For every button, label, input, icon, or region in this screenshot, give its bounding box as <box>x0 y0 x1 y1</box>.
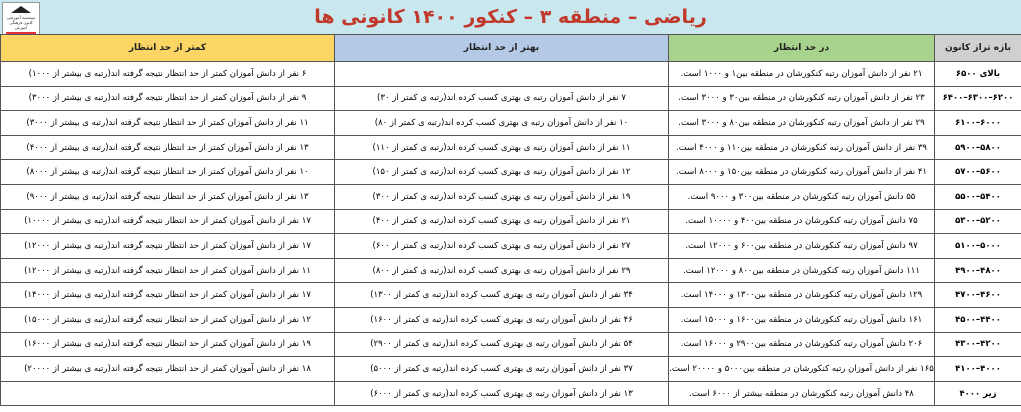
table-row <box>1 234 1021 259</box>
within-cell: ۱۶۱ دانش آموزان رتبه کنکورشان در منطقه بین۱۶۰۰ و ۱۵۰۰۰ است. <box>669 307 935 332</box>
range-cell: بالای ۶۵۰۰ <box>935 62 1021 87</box>
range-cell: ۴۲۰۰–۴۳۰۰ <box>935 332 1021 357</box>
below-cell <box>1 381 335 406</box>
range-cell: ۴۸۰۰–۴۹۰۰ <box>935 258 1021 283</box>
within-cell: ۳۹ نفر از دانش آموزان رتبه کنکورشان در منطقه بین۱۱۰ و ۴۰۰۰ است. <box>669 135 935 160</box>
below-cell: ۱۳ نفر از دانش آموزان کمتر از حد انتظار نتیجه گرفته اند(رتبه ی بیشتر از ۹۰۰۰) <box>1 184 335 209</box>
better-cell: ۲۷ نفر از دانش آموزان رتبه ی بهتری کسب کرده اند(رتبه ی کمتر از ۶۰۰) <box>335 234 669 259</box>
range-cell: زیر ۴۰۰۰ <box>935 381 1021 406</box>
table-row <box>1 381 1021 406</box>
below-cell: ۱۷ نفر از دانش آموزان کمتر از حد انتظار نتیجه گرفته اند(رتبه ی بیشتر از ۱۰۰۰۰) <box>1 209 335 234</box>
below-cell: ۱۳ نفر از دانش آموزان کمتر از حد انتظار نتیجه گرفته اند(رتبه ی بیشتر از ۴۰۰۰) <box>1 135 335 160</box>
below-cell: ۱۷ نفر از دانش آموزان کمتر از حد انتظار نتیجه گرفته اند(رتبه ی بیشتر از ۱۲۰۰۰) <box>1 234 335 259</box>
within-cell: ۲۳ نفر از دانش آموزان رتبه کنکورشان در منطقه بین۳۰ و ۳۰۰۰ است. <box>669 86 935 111</box>
range-cell: ۵۲۰۰–۵۳۰۰ <box>935 209 1021 234</box>
below-cell: ۹ نفر از دانش آموزان کمتر از حد انتظار نتیجه گرفته اند(رتبه ی بیشتر از ۳۰۰۰) <box>1 86 335 111</box>
within-cell: ۹۷ دانش آموزان رتبه کنکورشان در منطقه بین۶۰۰ و ۱۲۰۰۰ است. <box>669 234 935 259</box>
table-row <box>1 332 1021 357</box>
table-row <box>1 258 1021 283</box>
range-cell: ۵۸۰۰–۵۹۰۰ <box>935 135 1021 160</box>
below-cell: ۱۹ نفر از دانش آموزان کمتر از حد انتظار نتیجه گرفته اند(رتبه ی بیشتر از ۱۶۰۰۰) <box>1 332 335 357</box>
title-bar <box>0 0 1021 35</box>
below-cell: ۱۱ نفر از دانش آموزان کمتر از حد انتظار نتیجه گرفته اند(رتبه ی بیشتر از ۱۲۰۰۰) <box>1 258 335 283</box>
range-cell: ۴۶۰۰–۴۷۰۰ <box>935 283 1021 308</box>
within-cell: ۲۱ نفر از دانش آموزان رتبه کنکورشان در منطقه بین۱ و ۱۰۰۰ است. <box>669 62 935 87</box>
table-row <box>1 62 1021 87</box>
better-cell: ۱۳ نفر از دانش آموزان رتبه ی بهتری کسب کرده اند(رتبه ی کمتر از ۶۰۰۰) <box>335 381 669 406</box>
range-cell: ۵۴۰۰–۵۵۰۰ <box>935 184 1021 209</box>
within-cell: ۴۸ دانش آموزان رتبه کنکورشان در منطقه بیشتر از ۶۰۰۰ است. <box>669 381 935 406</box>
below-cell: ۱۰ نفر از دانش آموزان کمتر از حد انتظار نتیجه گرفته اند(رتبه ی بیشتر از ۸۰۰۰) <box>1 160 335 185</box>
header-row <box>1 35 1021 62</box>
within-cell: ۱۱۱ دانش آموزان رتبه کنکورشان در منطقه بین۸۰۰ و ۱۲۰۰۰ است. <box>669 258 935 283</box>
better-cell: ۲۹ نفر از دانش آموزان رتبه ی بهتری کسب کرده اند(رتبه ی کمتر از ۸۰۰) <box>335 258 669 283</box>
within-cell: ۲۹ نفر از دانش آموزان رتبه کنکورشان در منطقه بین۸۰ و ۳۰۰۰ است. <box>669 111 935 136</box>
range-cell: ۶۲۰۰–۶۳۰۰–۶۴۰۰ <box>935 86 1021 111</box>
below-cell: ۱۲ نفر از دانش آموزان کمتر از حد انتظار نتیجه گرفته اند(رتبه ی بیشتر از ۱۵۰۰۰) <box>1 307 335 332</box>
better-cell: ۱۹ نفر از دانش آموزان رتبه ی بهتری کسب کرده اند(رتبه ی کمتر از ۳۰۰) <box>335 184 669 209</box>
within-cell: ۱۲۹ دانش آموزان رتبه کنکورشان در منطقه بین۱۳۰۰ و ۱۴۰۰۰ است. <box>669 283 935 308</box>
below-cell: ۱۷ نفر از دانش آموزان کمتر از حد انتظار نتیجه گرفته اند(رتبه ی بیشتر از ۱۴۰۰۰) <box>1 283 335 308</box>
range-cell: ۵۶۰۰–۵۷۰۰ <box>935 160 1021 185</box>
table-row <box>1 135 1021 160</box>
better-cell: ۵۴ نفر از دانش آموزان رتبه ی بهتری کسب کرده اند(رتبه ی کمتر از ۲۹۰۰) <box>335 332 669 357</box>
better-cell: ۷ نفر از دانش آموزان رتبه ی بهتری کسب کرده اند(رتبه ی کمتر از ۳۰) <box>335 86 669 111</box>
better-cell: ۱۰ نفر از دانش آموزان رتبه ی بهتری کسب کرده اند(رتبه ی کمتر از ۸۰) <box>335 111 669 136</box>
better-cell: ۳۷ نفر از دانش آموزان رتبه ی بهتری کسب کرده اند(رتبه ی کمتر از ۵۰۰۰) <box>335 357 669 382</box>
below-cell: ۱۸ نفر از دانش آموزان کمتر از حد انتظار نتیجه گرفته اند(رتبه ی بیشتر از ۲۰۰۰۰) <box>1 357 335 382</box>
within-cell: ۴۱ نفر از دانش آموزان رتبه کنکورشان در منطقه بین۱۵۰ و ۸۰۰۰ است. <box>669 160 935 185</box>
range-cell: ۶۰۰۰–۶۱۰۰ <box>935 111 1021 136</box>
better-cell: ۲۱ نفر از دانش آموزان رتبه ی بهتری کسب کرده اند(رتبه ی کمتر از ۴۰۰) <box>335 209 669 234</box>
header-within-expectation: در حد انتظار <box>669 35 935 62</box>
below-cell: ۶ نفر از دانش آموزان کمتر از حد انتظار نتیجه گرفته اند(رتبه ی بیشتر از ۱۰۰۰) <box>1 62 335 87</box>
below-cell: ۱۱ نفر از دانش آموزان کمتر از حد انتظار نتیجه گرفته اند(رتبه ی بیشتر از ۳۰۰۰) <box>1 111 335 136</box>
page-title: ریاضی – منطقه ۳ – کنکور ۱۴۰۰ کانونی ها <box>314 6 707 28</box>
better-cell <box>335 62 669 87</box>
table-row <box>1 307 1021 332</box>
logo-text: موسسه آموزشی کانون فرهنگی آموزش <box>6 15 36 30</box>
better-cell: ۳۴ نفر از دانش آموزان رتبه ی بهتری کسب کرده اند(رتبه ی کمتر از ۱۳۰۰) <box>335 283 669 308</box>
table-row <box>1 160 1021 185</box>
better-cell: ۱۲ نفر از دانش آموزان رتبه ی بهتری کسب کرده اند(رتبه ی کمتر از ۱۵۰) <box>335 160 669 185</box>
better-cell: ۱۱ نفر از دانش آموزان رتبه ی بهتری کسب کرده اند(رتبه ی کمتر از ۱۱۰) <box>335 135 669 160</box>
table-row <box>1 209 1021 234</box>
header-range: بازه تراز کانون <box>935 35 1021 62</box>
within-cell: ۵۵ دانش آموزان رتبه کنکورشان در منطقه بین۳۰۰ و ۹۰۰۰ است. <box>669 184 935 209</box>
table-row <box>1 86 1021 111</box>
table-row <box>1 111 1021 136</box>
within-cell: ۱۶۵ نفر از دانش آموزان رتبه کنکورشان در منطقه بین۵۰۰۰ و ۲۰۰۰۰ است. <box>669 357 935 382</box>
table-row <box>1 283 1021 308</box>
better-cell: ۴۶ نفر از دانش آموزان رتبه ی بهتری کسب کرده اند(رتبه ی کمتر از ۱۶۰۰) <box>335 307 669 332</box>
header-below-expectation: کمتر از حد انتظار <box>1 35 335 62</box>
table-row <box>1 357 1021 382</box>
graduation-cap-icon <box>11 6 31 13</box>
table-row <box>1 184 1021 209</box>
range-cell: ۴۴۰۰–۴۵۰۰ <box>935 307 1021 332</box>
results-table <box>0 34 1021 406</box>
within-cell: ۷۵ دانش آموزان رتبه کنکورشان در منطقه بین۴۰۰ و ۱۰۰۰۰ است. <box>669 209 935 234</box>
range-cell: ۵۰۰۰–۵۱۰۰ <box>935 234 1021 259</box>
within-cell: ۲۰۶ دانش آموزان رتبه کنکورشان در منطقه بین۲۹۰۰ و ۱۶۰۰۰ است. <box>669 332 935 357</box>
range-cell: ۴۰۰۰–۴۱۰۰ <box>935 357 1021 382</box>
header-better-than-expectation: بهتر از حد انتظار <box>335 35 669 62</box>
